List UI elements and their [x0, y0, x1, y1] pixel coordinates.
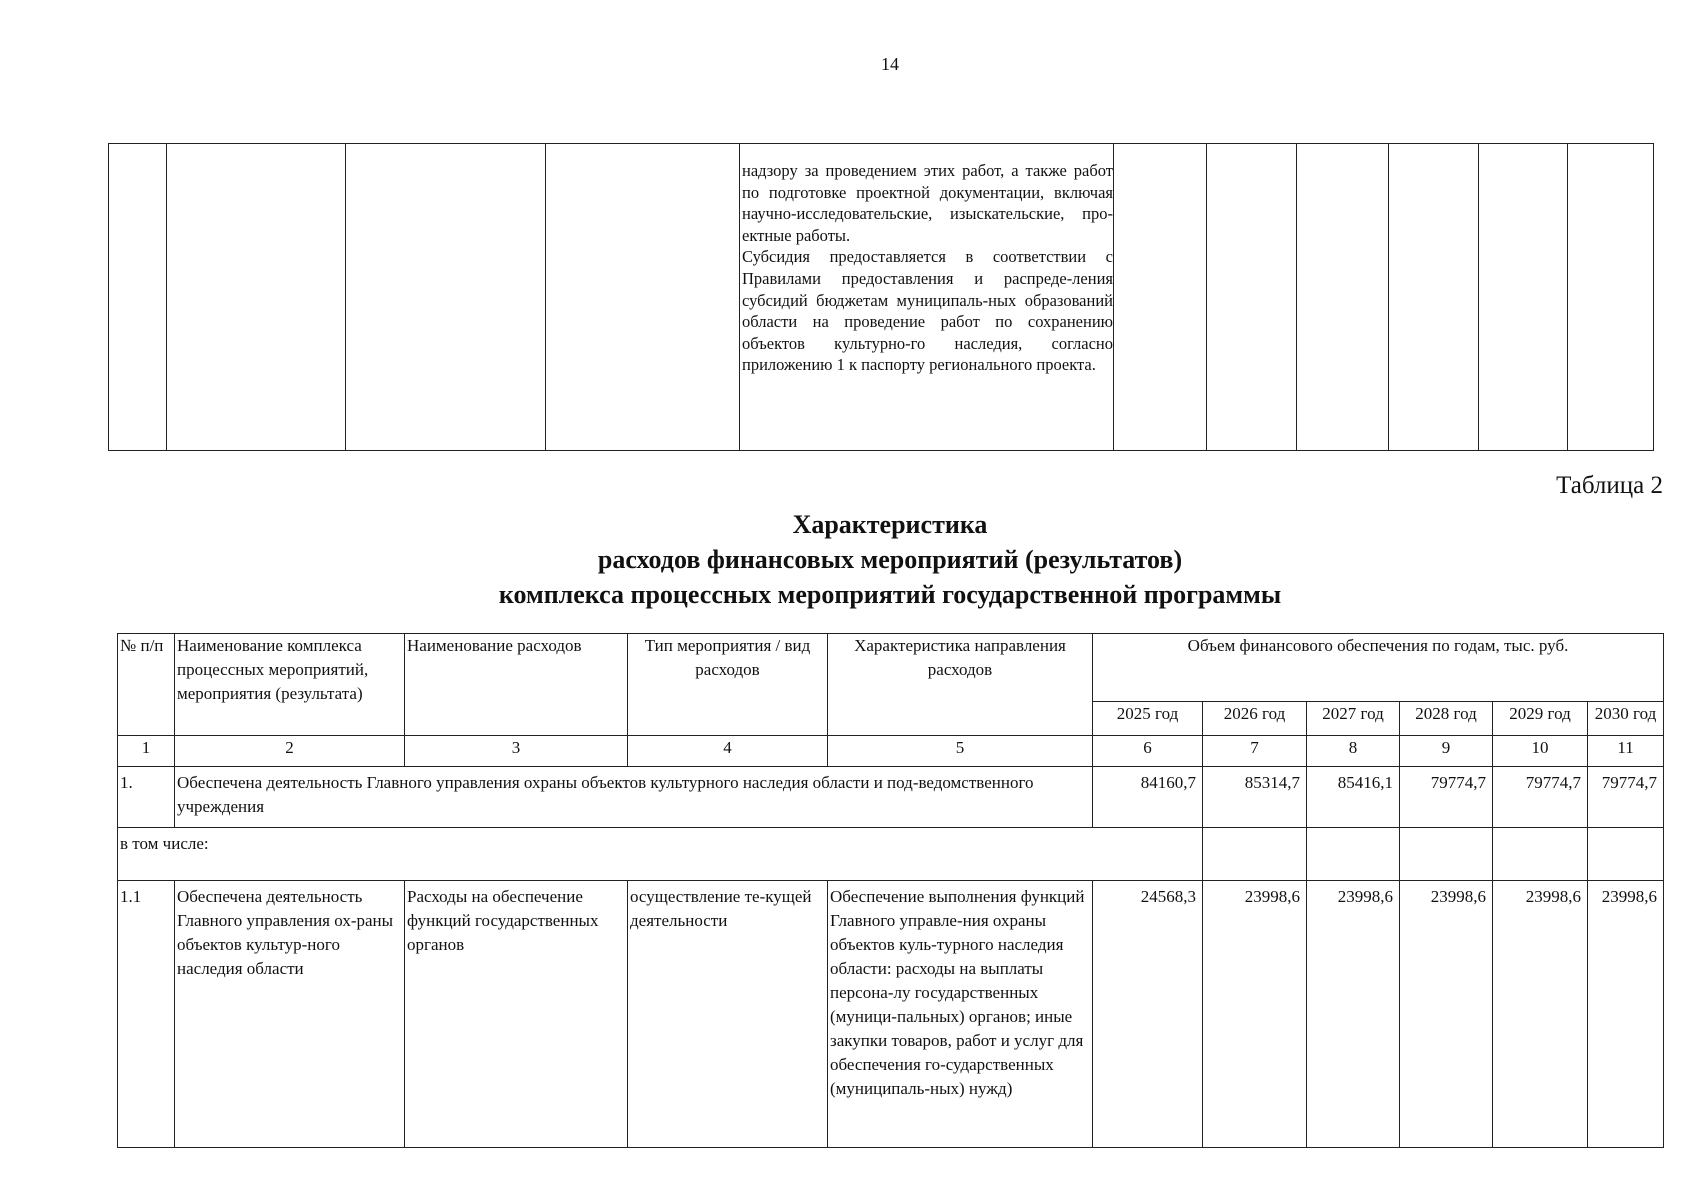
header-name: Наименование комплекса процессных мероприятий, мероприятия (результата) — [175, 634, 405, 736]
empty-cell — [1297, 144, 1389, 451]
empty-cell — [1588, 828, 1664, 881]
header-year-2025: 2025 год — [1093, 702, 1203, 736]
header-expense-name: Наименование расходов — [405, 634, 628, 736]
empty-cell — [1203, 828, 1307, 881]
row-name: Обеспечена деятельность Главного управления ох-раны объектов культур-ного наследия области — [175, 881, 405, 1148]
heading-line-1: Характеристика — [792, 510, 988, 539]
row-num: 1. — [118, 767, 175, 828]
table-caption: Таблица 2 — [1556, 472, 1663, 499]
value-2029: 23998,6 — [1493, 881, 1588, 1148]
subheading-text: в том числе: — [118, 828, 1203, 881]
table-row-total — [118, 767, 1664, 828]
column-number: 11 — [1588, 736, 1664, 767]
empty-cell — [1207, 144, 1297, 451]
value-2028: 23998,6 — [1400, 881, 1493, 1148]
heading-line-2: расходов финансовых мероприятий (результатов) — [597, 545, 1183, 574]
header-volume: Объем финансового обеспечения по годам, тыс. руб. — [1093, 634, 1664, 702]
value-2026: 85314,7 — [1203, 767, 1307, 828]
column-number: 8 — [1307, 736, 1400, 767]
heading-line-3: комплекса процессных мероприятий государственной программы — [498, 580, 1282, 609]
empty-cell — [546, 144, 740, 451]
value-2027: 23998,6 — [1307, 881, 1400, 1148]
column-number: 5 — [828, 736, 1093, 767]
empty-cell — [1400, 828, 1493, 881]
empty-cell — [109, 144, 167, 451]
header-num: № п/п — [118, 634, 175, 736]
continuation-paragraph-2: Субсидия предоставляется в соответствии с Правилами предоставления и распреде-ления субсидий бюджетам муниципаль-ных образований области на проведение работ по сохранению объектов культурно-го наследия, согласно приложению 1 к паспорту регионального проекта. — [742, 247, 1113, 375]
column-number: 9 — [1400, 736, 1493, 767]
empty-cell — [167, 144, 346, 451]
value-2029: 79774,7 — [1493, 767, 1588, 828]
empty-cell — [1493, 828, 1588, 881]
column-number: 4 — [628, 736, 828, 767]
column-number: 2 — [175, 736, 405, 767]
empty-cell — [1568, 144, 1654, 451]
header-year-2030: 2030 год — [1588, 702, 1664, 736]
column-numbers-row — [118, 736, 1664, 767]
continuation-paragraph-1: надзору за проведением этих работ, а также работ по подготовке проектной документации, включая научно-исследовательские, изыскательские, про-ектные работы. — [742, 161, 1113, 245]
column-number: 3 — [405, 736, 628, 767]
row-expense-name: Расходы на обеспечение функций государственных органов — [405, 881, 628, 1148]
row-name: Обеспечена деятельность Главного управления охраны объектов культурного наследия области и под-ведомственного учреждения — [175, 767, 1093, 828]
value-2026: 23998,6 — [1203, 881, 1307, 1148]
empty-cell — [346, 144, 546, 451]
header-year-2028: 2028 год — [1400, 702, 1493, 736]
empty-cell — [1114, 144, 1207, 451]
expenses-table — [117, 633, 1664, 1148]
value-2027: 85416,1 — [1307, 767, 1400, 828]
empty-cell — [1479, 144, 1568, 451]
header-year-2029: 2029 год — [1493, 702, 1588, 736]
empty-cell — [1389, 144, 1479, 451]
column-number: 7 — [1203, 736, 1307, 767]
value-2030: 79774,7 — [1588, 767, 1664, 828]
value-2028: 79774,7 — [1400, 767, 1493, 828]
table-row-detail — [118, 881, 1664, 1148]
table-row-subheading — [118, 828, 1664, 881]
row-characteristic: Обеспечение выполнения функций Главного управле-ния охраны объектов куль-турного наследия области: расходы на выплаты персона-лу государственных (муници-пальных) органов; иные закупки товаров, работ и услуг для обеспечения го-сударственных (муниципаль-ных) нужд) — [828, 881, 1093, 1148]
column-number: 6 — [1093, 736, 1203, 767]
header-characteristic: Характеристика направления расходов — [828, 634, 1093, 736]
header-type: Тип мероприятия / вид расходов — [628, 634, 828, 736]
characteristic-cell — [740, 144, 1114, 451]
row-type: осуществление те-кущей деятельности — [628, 881, 828, 1148]
value-2025: 84160,7 — [1093, 767, 1203, 828]
column-number: 1 — [118, 736, 175, 767]
table-heading — [440, 507, 1340, 612]
row-num: 1.1 — [118, 881, 175, 1148]
header-year-2027: 2027 год — [1307, 702, 1400, 736]
value-2030: 23998,6 — [1588, 881, 1664, 1148]
value-2025: 24568,3 — [1093, 881, 1203, 1148]
empty-cell — [1307, 828, 1400, 881]
header-year-2026: 2026 год — [1203, 702, 1307, 736]
continuation-table — [108, 143, 1654, 451]
column-number: 10 — [1493, 736, 1588, 767]
page-number: 14 — [881, 54, 899, 74]
